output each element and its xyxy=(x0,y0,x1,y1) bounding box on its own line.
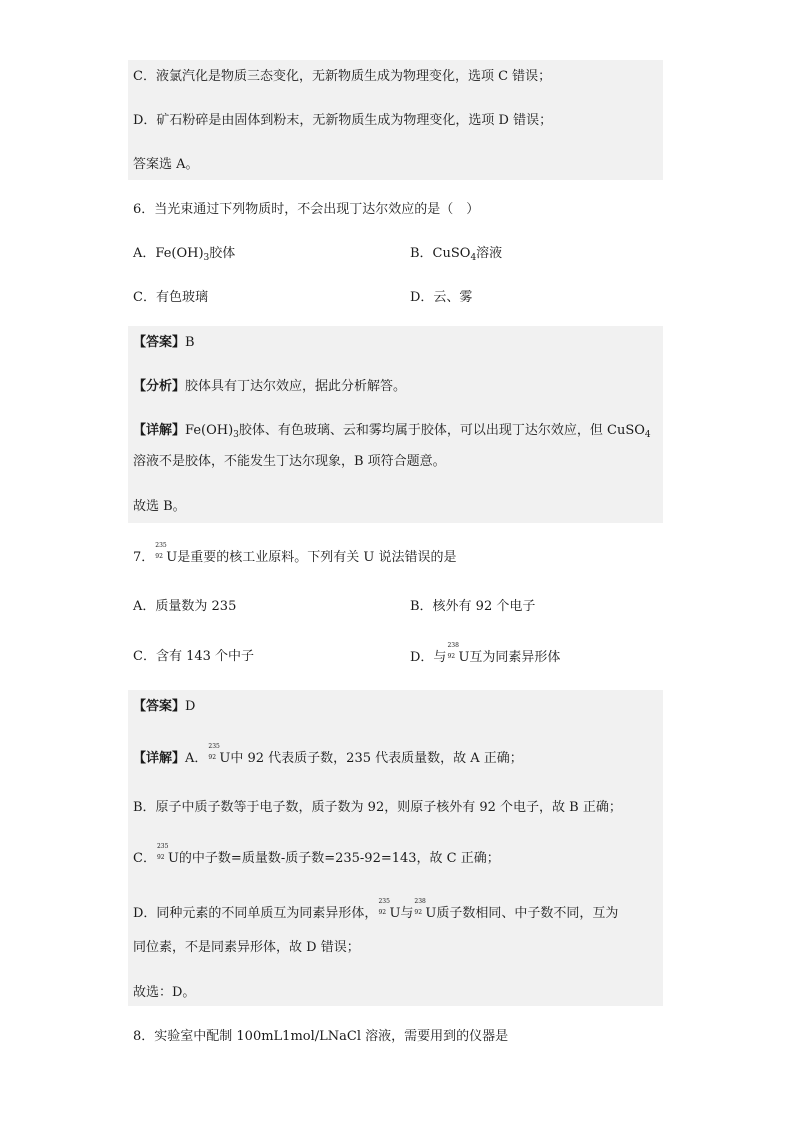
q6-answer-value: B xyxy=(185,335,195,350)
q6-stem: 6．当光束通过下列物质时，不会出现丁达尔效应的是（ ） xyxy=(133,202,480,217)
q6-detail-text-b: 胶体、有色玻璃、云和雾均属于胶体，可以出现丁达尔效应，但 CuSO xyxy=(238,423,645,438)
q7-option-d-text2: 互为同素异形体 xyxy=(469,650,561,665)
q7-element: U xyxy=(167,851,179,866)
isotope-mass: 235 xyxy=(156,843,169,850)
prev-option-c-explanation: C．液氯汽化是物质三态变化，无新物质生成为物理变化，选项 C 错误； xyxy=(133,69,552,84)
q7-isotope-u235 xyxy=(156,843,169,862)
q7-detail-d-prefix: D．同种元素的不同单质互为同素异形体， xyxy=(133,906,378,921)
isotope-z: 92 xyxy=(378,909,387,916)
q6-option-a-text: A．Fe(OH) xyxy=(133,246,204,261)
q7-detail-b: B．原子中质子数等于电子数，质子数为 92，则原子核外有 92 个电子，故 B 正确； xyxy=(133,800,622,815)
q7-detail-c xyxy=(128,843,663,869)
q7-answer-value: D xyxy=(185,699,196,714)
q6-answer-tag: 【答案】 xyxy=(133,335,186,350)
q7-option-a: A．质量数为 235 xyxy=(133,599,237,614)
q7-stem xyxy=(128,542,663,568)
q7-isotope-u238 xyxy=(413,898,426,917)
q7-detail-d-line1 xyxy=(128,898,663,924)
q6-detail-sub-b: 4 xyxy=(644,430,651,440)
isotope-mass: 235 xyxy=(155,542,167,549)
q7-answer xyxy=(128,697,663,717)
q7-detail-a-text: 中 92 代表质子数，235 代表质量数，故 A 正确； xyxy=(230,751,523,766)
q7-detail-d-mid: 与 xyxy=(400,906,414,921)
isotope-mass: 238 xyxy=(447,642,459,649)
q6-analysis-text: 胶体具有丁达尔效应，据此分析解答。 xyxy=(185,379,407,394)
isotope-mass: 235 xyxy=(378,898,390,905)
q6-detail-tag: 【详解】 xyxy=(133,423,186,438)
prev-answer: 答案选 A。 xyxy=(133,157,199,172)
q6-analysis xyxy=(128,377,663,397)
q6-option-c: C．有色玻璃 xyxy=(133,290,208,305)
q6-detail-text-a: Fe(OH) xyxy=(185,423,234,438)
isotope-mass: 235 xyxy=(208,743,220,750)
q7-detail-d-line2: 同位素，不是同素异形体，故 D 错误； xyxy=(133,940,360,955)
q8-stem: 8．实验室中配制 100mL1mol/LNaCl 溶液，需要用到的仪器是 xyxy=(133,1029,509,1044)
q7-detail-c-prefix: C． xyxy=(133,851,156,866)
q6-detail-line2: 溶液不是胶体，不能发生丁达尔现象，B 项符合题意。 xyxy=(133,454,446,469)
q7-option-c: C．含有 143 个中子 xyxy=(133,649,255,664)
q7-detail-c-text: 的中子数=质量数-质子数=235-92=143，故 C 正确； xyxy=(178,851,500,866)
q6-option-b xyxy=(405,244,663,264)
q7-final: 故选：D。 xyxy=(133,985,196,1000)
q6-option-a xyxy=(128,244,408,264)
q7-element: U xyxy=(166,550,178,565)
q6-option-a-text2: 胶体 xyxy=(209,246,236,261)
q7-isotope-u235 xyxy=(207,743,220,762)
q7-stem-text: 是重要的核工业原料。下列有关 U 说法错误的是 xyxy=(177,550,457,565)
q6-option-b-text2: 溶液 xyxy=(476,246,503,261)
q7-detail-d-text: 质子数相同、中子数不同，互为 xyxy=(436,906,619,921)
q6-answer xyxy=(128,333,663,353)
q7-detail-a xyxy=(128,743,663,769)
q7-number: 7． xyxy=(133,550,155,565)
q7-element: U xyxy=(458,650,470,665)
q6-option-b-sub: 4 xyxy=(470,253,477,263)
q6-detail-sub-a: 3 xyxy=(233,430,239,440)
q7-detail-tag: 【详解】 xyxy=(133,751,186,766)
q7-option-b: B．核外有 92 个电子 xyxy=(410,599,536,614)
q6-option-d: D．云、雾 xyxy=(410,290,473,305)
isotope-z: 92 xyxy=(156,854,165,861)
q7-element: U xyxy=(219,751,231,766)
q7-detail-a-prefix: A． xyxy=(185,751,208,766)
isotope-z: 92 xyxy=(447,653,456,660)
q7-option-d xyxy=(405,642,663,668)
q7-element: U xyxy=(389,906,401,921)
q6-detail-line1 xyxy=(128,421,663,441)
q6-option-a-sub: 3 xyxy=(203,253,210,263)
q7-isotope-u238 xyxy=(446,642,459,661)
q7-element: U xyxy=(425,906,437,921)
q7-option-d-text: D．与 xyxy=(410,650,447,665)
prev-option-d-explanation: D．矿石粉碎是由固体到粉末，无新物质生成为物理变化，选项 D 错误； xyxy=(133,113,553,128)
isotope-z: 92 xyxy=(208,754,217,761)
q7-isotope-u235 xyxy=(377,898,390,917)
q6-analysis-tag: 【分析】 xyxy=(133,379,186,394)
isotope-z: 92 xyxy=(155,553,163,560)
q6-option-b-text: B．CuSO xyxy=(410,246,471,261)
isotope-mass: 238 xyxy=(414,898,426,905)
isotope-z: 92 xyxy=(414,909,423,916)
q7-isotope-u235 xyxy=(154,542,167,561)
q7-answer-tag: 【答案】 xyxy=(133,699,186,714)
q6-final: 故选 B。 xyxy=(133,499,186,514)
